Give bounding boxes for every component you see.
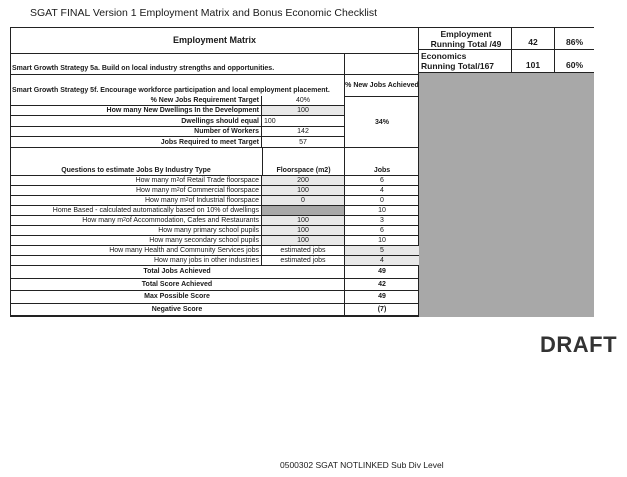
target-value[interactable]: 100	[262, 106, 344, 116]
industry-question	[10, 256, 262, 266]
floorspace-input[interactable]: 0	[262, 196, 344, 206]
pct-new-jobs-header	[344, 75, 419, 96]
matrix-heading: Employment Matrix	[10, 27, 419, 54]
jobs-value: 10	[344, 206, 419, 216]
industry-question-header: Questions to estimate Jobs By Industry Type	[61, 167, 211, 174]
question-text: How many m	[135, 177, 177, 184]
running-total-label	[419, 50, 511, 73]
floorspace-input[interactable]: 100	[262, 216, 344, 226]
jobs-header: Jobs	[344, 148, 419, 176]
document-title: SGAT FINAL Version 1 Employment Matrix and Bonus Economic Checklist	[30, 7, 378, 19]
pct-new-jobs-header-text: % New Jobs Achieved	[345, 82, 419, 89]
running-total-label-line2: Running Total /49	[430, 38, 502, 49]
target-label: Jobs Required to meet Target	[10, 137, 262, 148]
floorspace-input[interactable]: 100	[262, 226, 344, 236]
target-label: Dwellings should equal	[10, 116, 262, 127]
target-label: Number of Workers	[10, 127, 262, 137]
question-text-suffix: of Commercial floorspace	[179, 187, 259, 194]
total-value: 42	[344, 279, 419, 292]
question-text: How many m	[144, 197, 186, 204]
running-total-percent: 60%	[554, 50, 594, 73]
running-total-label-line2: Running Total/167	[421, 61, 495, 71]
shaded-area	[419, 73, 594, 317]
strategy-5f: Smart Growth Strategy 5f. Encourage workforce participation and local employment placement.	[12, 87, 330, 94]
question-text: Home Based - calculated automatically based on 10% of dwellings	[52, 207, 259, 214]
target-value[interactable]: 100	[262, 116, 344, 127]
document-footer: 0500302 SGAT NOTLINKED Sub Div Level	[280, 460, 444, 470]
jobs-value[interactable]: 5	[344, 246, 419, 256]
target-label: How many New Dwellings In the Development	[10, 106, 262, 116]
jobs-value: 10	[344, 236, 419, 246]
target-value: 40%	[262, 96, 344, 106]
superscript: 2	[176, 187, 180, 193]
superscript: 2	[123, 217, 126, 223]
running-total-label-line1: Economics	[421, 51, 467, 61]
question-text: How many Health and Community Services jobs	[109, 247, 259, 254]
industry-question	[10, 196, 262, 206]
strategy-5a: Smart Growth Strategy 5a. Build on local industry strengths and opportunities.	[10, 54, 344, 75]
jobs-value: 4	[344, 186, 419, 196]
question-text: How many primary school pupils	[158, 227, 259, 234]
question-text: How many jobs in other industries	[153, 257, 259, 264]
total-value: 49	[344, 291, 419, 304]
industry-question	[10, 176, 262, 186]
industry-question	[10, 206, 262, 216]
floorspace-input[interactable]: 200	[262, 176, 344, 186]
total-label: Max Possible Score	[10, 291, 344, 304]
superscript: 2	[185, 197, 189, 203]
floorspace-input[interactable]: estimated jobs	[262, 246, 344, 256]
floorspace-input[interactable]: 100	[262, 236, 344, 246]
floorspace-input[interactable]: estimated jobs	[262, 256, 344, 266]
industry-question	[10, 236, 262, 246]
industry-question	[10, 186, 262, 196]
question-text-suffix: of Accommodation, Cafes and Restaurants	[125, 217, 259, 224]
question-text: How many m	[82, 217, 124, 224]
running-total-score: 42	[511, 27, 554, 50]
total-value: (7)	[344, 304, 419, 317]
jobs-value: 3	[344, 216, 419, 226]
floorspace-input[interactable]: 100	[262, 186, 344, 196]
jobs-value: 0	[344, 196, 419, 206]
target-value: 142	[262, 127, 344, 137]
running-total-label	[419, 27, 511, 50]
industry-question	[10, 226, 262, 236]
running-total-percent: 86%	[554, 27, 594, 50]
jobs-value[interactable]: 4	[344, 256, 419, 266]
target-value: 57	[262, 137, 344, 148]
total-label: Total Jobs Achieved	[10, 266, 344, 279]
question-text: How many m	[136, 187, 177, 194]
floorspace-input	[262, 206, 344, 216]
target-label: % New Jobs Requirement Target	[10, 96, 262, 106]
running-total-score: 101	[511, 50, 554, 73]
total-label: Total Score Achieved	[10, 279, 344, 292]
floorspace-header: Floorspace (m2)	[262, 148, 344, 176]
industry-question	[10, 216, 262, 226]
strategy-5a-empty-cell	[344, 54, 419, 75]
draft-watermark: DRAFT	[540, 332, 618, 357]
total-label: Negative Score	[10, 304, 344, 317]
question-text-suffix: of Industrial floorspace	[188, 197, 259, 204]
question-text: How many secondary school pupils	[149, 237, 259, 244]
question-text-suffix: of Retail Trade floorspace	[179, 177, 259, 184]
industry-question	[10, 246, 262, 256]
jobs-value: 6	[344, 176, 419, 186]
total-value: 49	[344, 266, 419, 279]
jobs-value: 6	[344, 226, 419, 236]
running-total-label-line1: Employment	[440, 28, 492, 39]
superscript: 2	[176, 177, 180, 183]
pct-new-jobs-value: 34%	[344, 96, 419, 148]
